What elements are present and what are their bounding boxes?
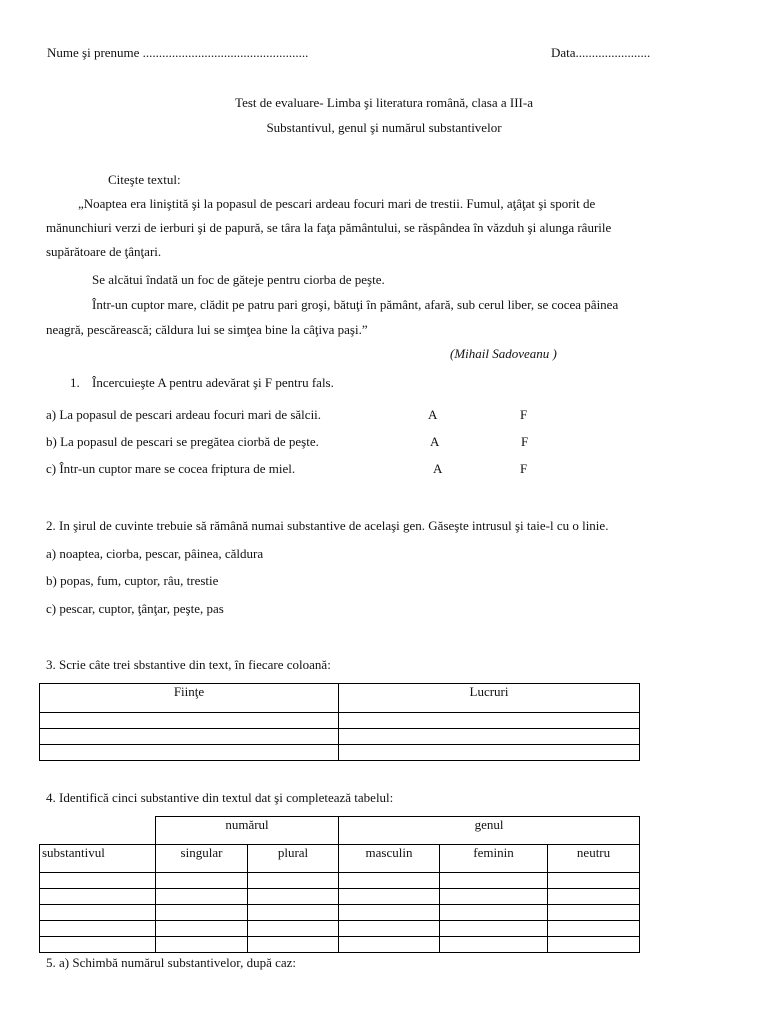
reading-instruction: Citeşte textul: bbox=[108, 172, 181, 187]
date-dots: ....................... bbox=[575, 45, 651, 60]
q4-cell[interactable] bbox=[339, 905, 440, 921]
name-dots: ................................................... bbox=[142, 45, 309, 60]
q4-cell[interactable] bbox=[548, 889, 640, 905]
test-title: Test de evaluare- Limba şi literatura română, clasa a III-a bbox=[235, 95, 533, 110]
q5-text: 5. a) Schimbă numărul substantivelor, după caz: bbox=[46, 955, 297, 970]
q4-cell[interactable] bbox=[40, 937, 156, 953]
text-line: „Noaptea era liniştită şi la popasul de pescari ardeau focuri mari de trestii. Fumul, aţâţat şi sporit de bbox=[78, 196, 596, 211]
q4-header-masculine: masculin bbox=[339, 845, 440, 873]
q4-table bbox=[39, 816, 640, 953]
date-label: Data bbox=[551, 45, 576, 60]
text-line: mănunchiuri verzi de ierburi şi de papură, se târa la faţa pământului, se răspândea în văzduh şi alunga râurile bbox=[46, 220, 612, 235]
q4-cell[interactable] bbox=[40, 873, 156, 889]
q1-item-a: a) La popasul de pescari ardeau focuri mari de sălcii. bbox=[46, 407, 322, 422]
q3-cell[interactable] bbox=[40, 745, 339, 761]
text-line: supărătoare de ţânţari. bbox=[46, 244, 162, 259]
q4-cell[interactable] bbox=[248, 905, 339, 921]
q1-number: 1. bbox=[70, 375, 80, 390]
q4-cell[interactable] bbox=[248, 937, 339, 953]
q4-cell[interactable] bbox=[339, 889, 440, 905]
text-line: Se alcătui îndată un foc de găteje pentru ciorba de peşte. bbox=[92, 272, 385, 287]
q4-empty-corner bbox=[40, 817, 156, 845]
q4-text: 4. Identifică cinci substantive din textul dat şi completează tabelul: bbox=[46, 790, 394, 805]
q4-cell[interactable] bbox=[156, 921, 248, 937]
q3-cell[interactable] bbox=[339, 745, 640, 761]
q2-option-c[interactable]: c) pescar, cuptor, ţânţar, peşte, pas bbox=[46, 601, 224, 616]
q1-item-b: b) La popasul de pescari se pregătea ciorbă de peşte. bbox=[46, 434, 319, 449]
q1-item-c-true[interactable]: A bbox=[433, 461, 443, 476]
q4-cell[interactable] bbox=[440, 873, 548, 889]
q4-cell[interactable] bbox=[440, 921, 548, 937]
text-line: neagră, pescărească; căldura lui se simţea bine la câţiva paşi.” bbox=[46, 322, 368, 337]
q4-header-noun: substantivul bbox=[40, 845, 156, 873]
q4-cell[interactable] bbox=[156, 889, 248, 905]
q4-cell[interactable] bbox=[156, 937, 248, 953]
q3-table bbox=[39, 683, 640, 761]
q4-cell[interactable] bbox=[440, 905, 548, 921]
q4-cell[interactable] bbox=[440, 889, 548, 905]
q4-header-gender: genul bbox=[339, 817, 640, 845]
name-label: Nume şi prenume bbox=[47, 45, 140, 60]
q3-cell[interactable] bbox=[339, 729, 640, 745]
q1-item-a-true[interactable]: A bbox=[428, 407, 438, 422]
q4-header-neuter: neutru bbox=[548, 845, 640, 873]
q3-header-things: Lucruri bbox=[339, 684, 640, 713]
q2-option-a[interactable]: a) noaptea, ciorba, pescar, pâinea, căldura bbox=[46, 546, 264, 561]
q4-header-singular: singular bbox=[156, 845, 248, 873]
q1-item-b-false[interactable]: F bbox=[521, 434, 529, 449]
q4-cell[interactable] bbox=[339, 921, 440, 937]
q4-cell[interactable] bbox=[40, 889, 156, 905]
q1-item-c: c) Într-un cuptor mare se cocea friptura de miel. bbox=[46, 461, 296, 476]
q3-cell[interactable] bbox=[40, 729, 339, 745]
q4-cell[interactable] bbox=[548, 937, 640, 953]
q4-cell[interactable] bbox=[339, 937, 440, 953]
text-author: (Mihail Sadoveanu ) bbox=[450, 346, 557, 361]
q4-cell[interactable] bbox=[40, 905, 156, 921]
q4-cell[interactable] bbox=[248, 889, 339, 905]
q4-cell[interactable] bbox=[156, 905, 248, 921]
q1-item-c-false[interactable]: F bbox=[520, 461, 528, 476]
text-line: Într-un cuptor mare, clădit pe patru pari groşi, bătuţi în pământ, afară, sub cerul liber, se cocea pâinea bbox=[92, 297, 619, 312]
q4-header-feminine: feminin bbox=[440, 845, 548, 873]
q4-cell[interactable] bbox=[548, 921, 640, 937]
q1-item-b-true[interactable]: A bbox=[430, 434, 440, 449]
q4-cell[interactable] bbox=[548, 905, 640, 921]
q4-cell[interactable] bbox=[339, 873, 440, 889]
name-field bbox=[47, 45, 308, 61]
q4-cell[interactable] bbox=[548, 873, 640, 889]
q4-cell[interactable] bbox=[440, 937, 548, 953]
q3-text: 3. Scrie câte trei sbstantive din text, în fiecare coloană: bbox=[46, 657, 331, 672]
date-field bbox=[551, 45, 650, 61]
q4-cell[interactable] bbox=[248, 921, 339, 937]
q4-cell[interactable] bbox=[248, 873, 339, 889]
q4-header-number: numărul bbox=[156, 817, 339, 845]
q4-header-plural: plural bbox=[248, 845, 339, 873]
q2-option-b[interactable]: b) popas, fum, cuptor, râu, trestie bbox=[46, 573, 219, 588]
q4-cell[interactable] bbox=[40, 921, 156, 937]
q3-cell[interactable] bbox=[339, 713, 640, 729]
q3-header-beings: Fiinţe bbox=[40, 684, 339, 713]
q3-cell[interactable] bbox=[40, 713, 339, 729]
q4-cell[interactable] bbox=[156, 873, 248, 889]
q1-item-a-false[interactable]: F bbox=[520, 407, 528, 422]
q1-text: Încercuieşte A pentru adevărat şi F pentru fals. bbox=[92, 375, 334, 390]
test-subtitle: Substantivul, genul şi numărul substantivelor bbox=[266, 120, 502, 135]
q2-text: 2. In şirul de cuvinte trebuie să rămână numai substantive de acelaşi gen. Găseşte intrusul şi taie-l cu o linie. bbox=[46, 518, 609, 533]
